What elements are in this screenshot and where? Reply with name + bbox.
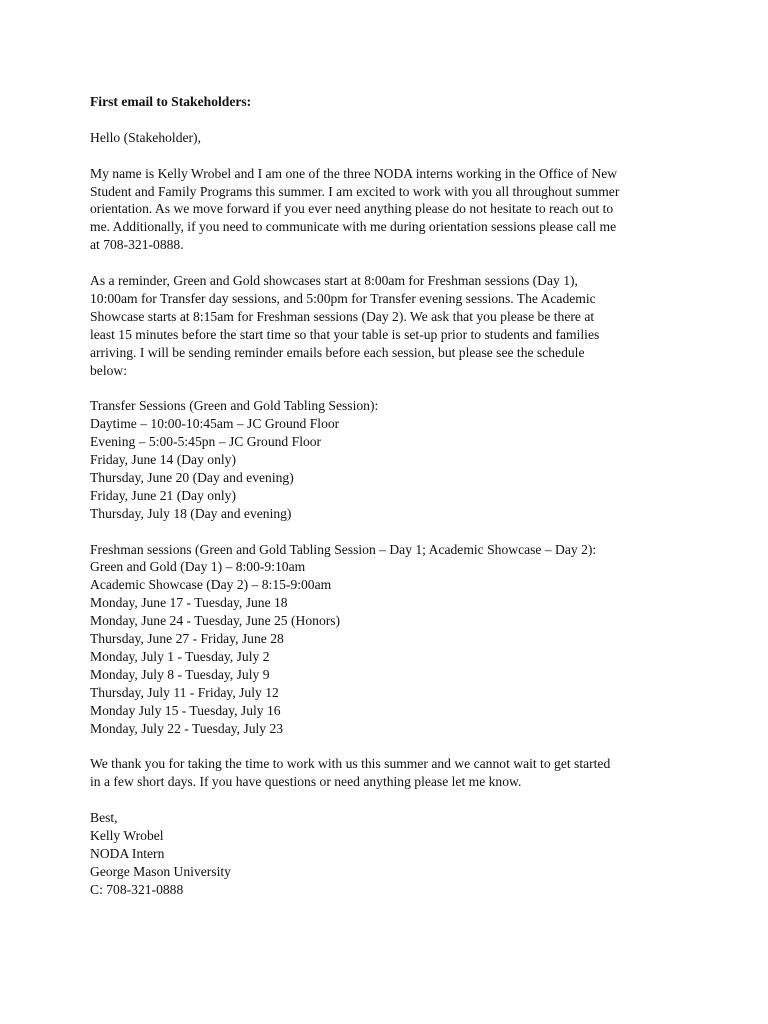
- spacer: [90, 523, 680, 541]
- freshman-session-item: Thursday, June 27 - Friday, June 28: [90, 631, 284, 647]
- spacer: [90, 379, 680, 397]
- reminder-line: Showcase starts at 8:15am for Freshman sessions (Day 2). We ask that you please be there at: [90, 308, 595, 324]
- reminder-line: As a reminder, Green and Gold showcases start at 8:00am for Freshman sessions (Day 1),: [90, 273, 578, 289]
- spacer: [90, 111, 680, 129]
- signature-line: Kelly Wrobel: [90, 828, 164, 844]
- freshman-session-item: Thursday, July 11 - Friday, July 12: [90, 684, 279, 700]
- email-document: [90, 93, 680, 899]
- freshman-session-item: Green and Gold (Day 1) – 8:00-9:10am: [90, 559, 306, 575]
- signature-line: Best,: [90, 810, 118, 826]
- signature-line: C: 708-321-0888: [90, 881, 184, 897]
- intro-line: me. Additionally, if you need to communicate with me during orientation sessions please call me: [90, 219, 617, 235]
- closing-paragraph: [90, 755, 680, 791]
- transfer-session-item: Thursday, June 20 (Day and evening): [90, 469, 294, 485]
- signature-block: [90, 809, 680, 899]
- reminder-line: least 15 minutes before the start time so that your table is set-up prior to students and families: [90, 326, 600, 342]
- signature-line: George Mason University: [90, 863, 231, 879]
- transfer-session-item: Friday, June 14 (Day only): [90, 452, 236, 468]
- intro-line: My name is Kelly Wrobel and I am one of the three NODA interns working in the Office of New: [90, 165, 618, 181]
- intro-line: orientation. As we move forward if you ever need anything please do not hesitate to reach out to: [90, 201, 614, 217]
- closing-line: in a few short days. If you have questions or need anything please let me know.: [90, 774, 522, 790]
- signature-line: NODA Intern: [90, 845, 165, 861]
- intro-paragraph: [90, 165, 680, 255]
- transfer-sessions-heading: Transfer Sessions (Green and Gold Tabling Session):: [90, 398, 379, 414]
- freshman-sessions-block: [90, 541, 680, 738]
- intro-line: at 708-321-0888.: [90, 237, 184, 253]
- closing-line: We thank you for taking the time to work with us this summer and we cannot wait to get started: [90, 756, 611, 772]
- freshman-session-item: Monday, June 17 - Tuesday, June 18: [90, 595, 288, 611]
- spacer: [90, 738, 680, 756]
- spacer: [90, 147, 680, 165]
- reminder-line: 10:00am for Transfer day sessions, and 5:00pm for Transfer evening sessions. The Academic: [90, 290, 596, 306]
- email-title: First email to Stakeholders:: [90, 94, 252, 109]
- transfer-session-item: Daytime – 10:00-10:45am – JC Ground Floor: [90, 416, 340, 432]
- freshman-session-item: Monday, July 1 - Tuesday, July 2: [90, 649, 270, 665]
- spacer: [90, 791, 680, 809]
- freshman-session-item: Monday, June 24 - Tuesday, June 25 (Honors): [90, 613, 341, 629]
- freshman-sessions-heading: Freshman sessions (Green and Gold Tabling Session – Day 1; Academic Showcase – Day 2):: [90, 541, 597, 557]
- freshman-session-item: Monday, July 8 - Tuesday, July 9: [90, 666, 270, 682]
- transfer-session-item: Friday, June 21 (Day only): [90, 487, 236, 503]
- freshman-session-item: Academic Showcase (Day 2) – 8:15-9:00am: [90, 577, 332, 593]
- freshman-session-item: Monday July 15 - Tuesday, July 16: [90, 702, 281, 718]
- freshman-session-item: Monday, July 22 - Tuesday, July 23: [90, 720, 284, 736]
- spacer: [90, 254, 680, 272]
- reminder-line: arriving. I will be sending reminder emails before each session, but please see the schedule: [90, 344, 585, 360]
- transfer-session-item: Thursday, July 18 (Day and evening): [90, 505, 292, 521]
- intro-line: Student and Family Programs this summer. I am excited to work with you all throughout summer: [90, 183, 620, 199]
- reminder-line: below:: [90, 362, 127, 378]
- reminder-paragraph: [90, 272, 680, 379]
- greeting: Hello (Stakeholder),: [90, 129, 201, 145]
- transfer-session-item: Evening – 5:00-5:45pn – JC Ground Floor: [90, 434, 322, 450]
- transfer-sessions-block: [90, 397, 680, 522]
